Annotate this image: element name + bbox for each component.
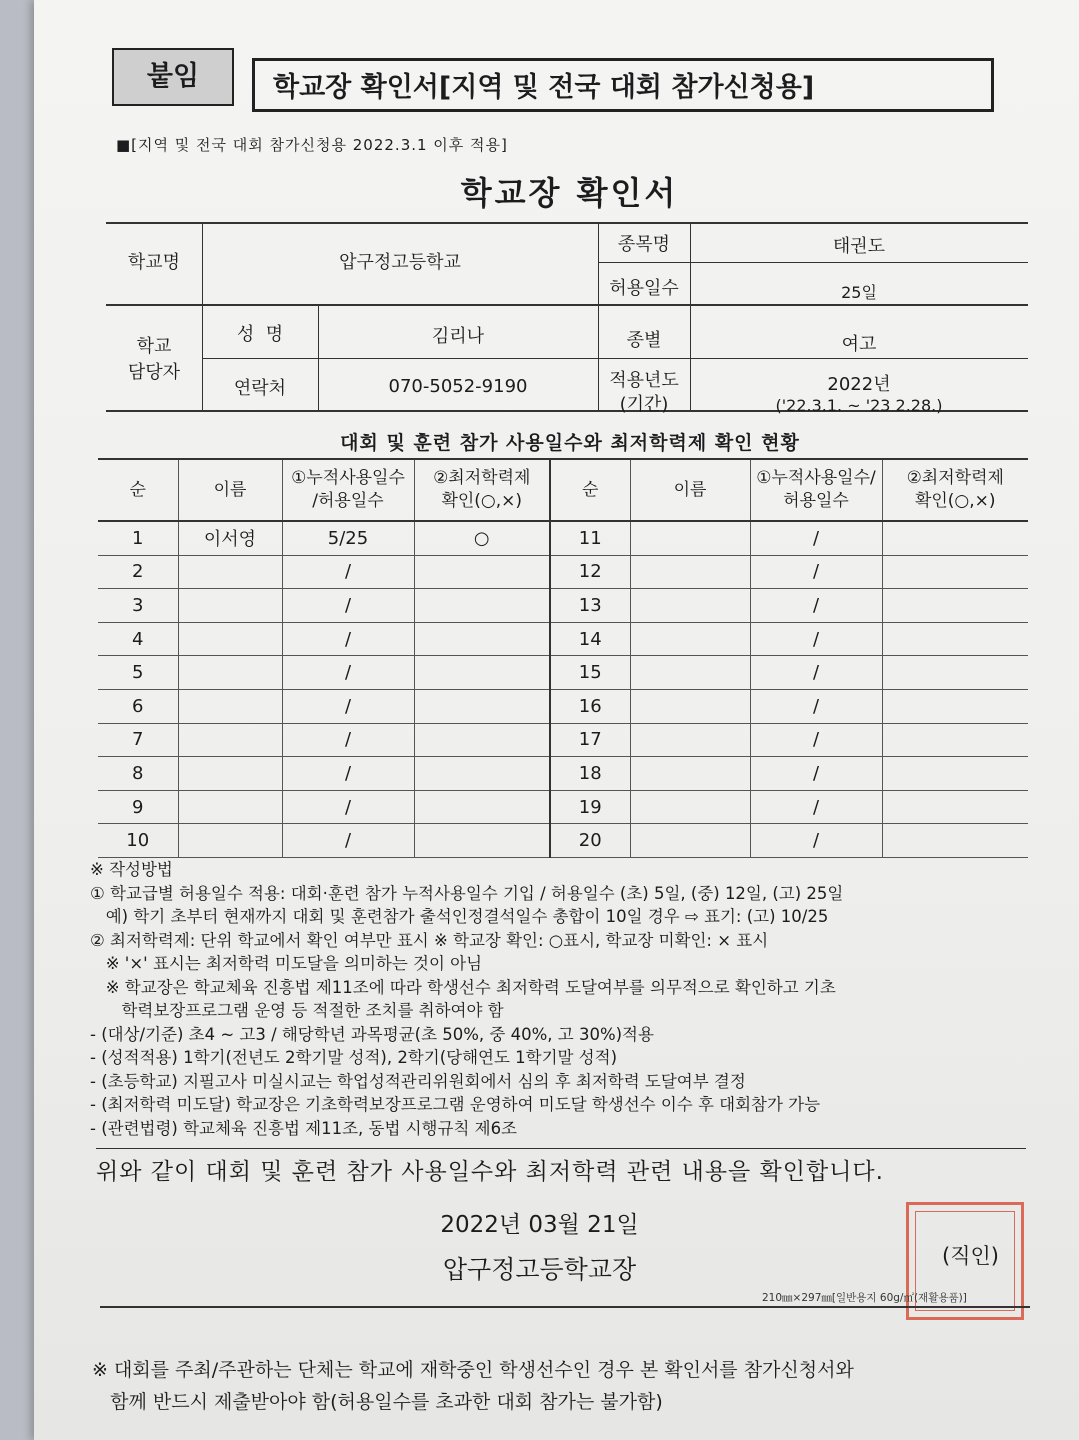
cell-l-check xyxy=(414,622,550,656)
instruction-line: - (초등학교) 지필고사 미실시교는 학업성적관리위원회에서 심의 후 최저학력 도달여부 결정 xyxy=(90,1071,746,1091)
cell-l-no: 5 xyxy=(98,656,178,690)
cell-l-days: / xyxy=(282,689,414,723)
cell-l-check xyxy=(414,689,550,723)
cell-l-days: 5/25 xyxy=(282,521,414,555)
instruction-line: - (최저학력 미도달) 학교장은 기초학력보장프로그램 운영하여 미도달 학생선수 이수 후 대회참가 가능 xyxy=(90,1095,821,1114)
cell-r-name xyxy=(630,622,750,656)
document-title: 학교장 확인서 xyxy=(460,174,679,212)
cell-l-days: / xyxy=(282,656,414,690)
cell-r-days: / xyxy=(750,790,882,824)
cell-r-days: / xyxy=(750,589,882,623)
info-table xyxy=(106,222,1028,415)
instruction-line: ※ 학교장은 학교체육 진흥법 제11조에 따라 학생선수 최저학력 도달여부를 의무적으로 확인하고 기초 xyxy=(90,977,836,997)
cell-l-no: 2 xyxy=(98,555,178,589)
cell-r-days: / xyxy=(750,555,882,589)
paper-spec: 210㎜×297㎜[일반용지 60g/㎡(재활용품)] xyxy=(762,1292,967,1304)
cell-l-no: 7 xyxy=(98,723,178,757)
attachment-tag: 붙임 xyxy=(112,48,234,106)
year-label-1: 적용년도 xyxy=(609,370,679,391)
year-value-2: ('22.3.1. ~ '23 2.28.) xyxy=(775,396,943,415)
cell-r-check xyxy=(882,589,1028,623)
cell-l-name xyxy=(178,790,282,824)
cell-l-no: 4 xyxy=(98,622,178,656)
cell-r-check xyxy=(882,824,1028,858)
cell-r-no: 18 xyxy=(550,757,630,791)
cell-r-check xyxy=(882,757,1028,791)
cell-l-name: 이서영 xyxy=(178,521,282,555)
cell-l-name xyxy=(178,622,282,656)
school-label: 학교명 xyxy=(127,252,181,273)
cell-l-name xyxy=(178,689,282,723)
cell-r-name xyxy=(630,757,750,791)
cell-r-name xyxy=(630,589,750,623)
cell-l-name xyxy=(178,824,282,858)
table-row xyxy=(98,723,1028,757)
name-value: 김리나 xyxy=(431,326,485,347)
cell-r-no: 14 xyxy=(550,622,630,656)
header-days: ①누적사용일수 /허용일수 xyxy=(282,459,414,521)
status-header-row xyxy=(98,459,1028,521)
cell-l-days: / xyxy=(282,555,414,589)
cell-l-check xyxy=(414,790,550,824)
year-label-2: (기간) xyxy=(619,394,669,415)
instruction-line: - (성적적용) 1학기(전년도 2학기말 성적), 2학기(당해연도 1학기말 성적) xyxy=(90,1048,618,1067)
cell-r-name xyxy=(630,723,750,757)
cell-r-days: / xyxy=(750,656,882,690)
instruction-line: ※ 작성방법 xyxy=(90,860,173,879)
cell-r-no: 11 xyxy=(550,521,630,555)
issue-date: 2022년 03월 21일 xyxy=(440,1212,639,1238)
instruction-line: ※ '×' 표시는 최저학력 미도달을 의미하는 것이 아님 xyxy=(90,954,483,973)
instructions xyxy=(90,858,1040,1140)
cell-l-days: / xyxy=(282,790,414,824)
cell-r-name xyxy=(630,521,750,555)
cell-r-check xyxy=(882,689,1028,723)
table-row xyxy=(98,757,1028,791)
header-days-right: ①누적사용일수/ 허용일수 xyxy=(750,459,882,521)
cell-l-no: 8 xyxy=(98,757,178,791)
table-row xyxy=(98,824,1028,858)
cell-l-check xyxy=(414,723,550,757)
cell-l-name xyxy=(178,555,282,589)
cell-l-no: 3 xyxy=(98,589,178,623)
instruction-line: 예) 학기 초부터 현재까지 대회 및 훈련참가 출석인정결석일수 총합이 10일 경우 ⇨ 표기: (고) 10/25 xyxy=(90,907,829,926)
cell-l-no: 6 xyxy=(98,689,178,723)
cell-l-name xyxy=(178,723,282,757)
cell-l-check xyxy=(414,824,550,858)
footnote-line: 함께 반드시 제출받아야 함(허용일수를 초과한 대회 참가는 불가함) xyxy=(92,1391,663,1413)
footnote-line: ※ 대회를 주최/주관하는 단체는 학교에 재학중인 학생선수인 경우 본 확인서를 참가신청서와 xyxy=(92,1359,854,1381)
cell-r-no: 17 xyxy=(550,723,630,757)
cell-l-no: 9 xyxy=(98,790,178,824)
year-value-1: 2022년 xyxy=(827,374,891,395)
header-title: 학교장 확인서[지역 및 전국 대회 참가신청용] xyxy=(252,58,994,112)
table-row xyxy=(98,689,1028,723)
header-no-right: 순 xyxy=(550,459,630,521)
cell-l-name xyxy=(178,589,282,623)
cell-r-name xyxy=(630,824,750,858)
cell-l-days: / xyxy=(282,589,414,623)
cell-l-check xyxy=(414,589,550,623)
table-row xyxy=(98,555,1028,589)
table-row xyxy=(98,622,1028,656)
cell-r-check xyxy=(882,555,1028,589)
footnote xyxy=(92,1354,1052,1418)
header-name-right: 이름 xyxy=(630,459,750,521)
table-row xyxy=(98,790,1028,824)
sport-value: 태권도 xyxy=(832,236,886,257)
manager-label-2: 담당자 xyxy=(127,362,181,383)
category-label: 종별 xyxy=(626,330,662,351)
cell-r-name xyxy=(630,790,750,824)
cell-r-check xyxy=(882,656,1028,690)
cell-r-check xyxy=(882,723,1028,757)
cell-r-no: 15 xyxy=(550,656,630,690)
instruction-line: ② 최저학력제: 단위 학교에서 확인 여부만 표시 ※ 학교장 확인: ○표시, 학교장 미확인: × 표시 xyxy=(90,930,769,950)
instruction-line: - (대상/기준) 초4 ~ 고3 / 해당학년 과목평균(초 50%, 중 40%, 고 30%)적용 xyxy=(90,1024,654,1044)
cell-r-days: / xyxy=(750,689,882,723)
cell-r-name xyxy=(630,555,750,589)
cell-l-days: / xyxy=(282,757,414,791)
manager-label-1: 학교 xyxy=(136,336,172,357)
cell-r-no: 19 xyxy=(550,790,630,824)
signer-name: 압구정고등학교장 xyxy=(442,1255,637,1284)
cell-r-no: 12 xyxy=(550,555,630,589)
cell-l-name xyxy=(178,656,282,690)
status-table xyxy=(98,458,1028,858)
header-no: 순 xyxy=(98,459,178,521)
cell-l-check xyxy=(414,555,550,589)
cell-r-name xyxy=(630,689,750,723)
table-row xyxy=(98,656,1028,690)
cell-r-days: / xyxy=(750,824,882,858)
cell-l-check xyxy=(414,656,550,690)
seal-label: (직인) xyxy=(942,1244,999,1268)
cell-r-name xyxy=(630,656,750,690)
school-value: 압구정고등학교 xyxy=(339,252,461,273)
cell-r-check xyxy=(882,521,1028,555)
divider xyxy=(100,1306,1030,1308)
name-label: 성 명 xyxy=(236,324,284,345)
cell-r-check xyxy=(882,622,1028,656)
cell-r-days: / xyxy=(750,521,882,555)
contact-value: 070-5052-9190 xyxy=(388,376,528,397)
cell-l-no: 1 xyxy=(98,521,178,555)
allowed-days-value: 25일 xyxy=(841,283,877,302)
cell-r-days: / xyxy=(750,723,882,757)
cell-l-days: / xyxy=(282,723,414,757)
header-name: 이름 xyxy=(178,459,282,521)
cell-l-days: / xyxy=(282,622,414,656)
cell-l-name xyxy=(178,757,282,791)
header-check: ②최저학력제 확인(○,×) xyxy=(414,459,550,521)
cell-r-days: / xyxy=(750,622,882,656)
table-row xyxy=(98,589,1028,623)
cell-r-days: / xyxy=(750,757,882,791)
cell-l-no: 10 xyxy=(98,824,178,858)
confirmation-statement: 위와 같이 대회 및 훈련 참가 사용일수와 최저학력 관련 내용을 확인합니다. xyxy=(96,1148,1026,1186)
sport-label: 종목명 xyxy=(617,234,671,255)
status-section-title: 대회 및 훈련 참가 사용일수와 최저학력제 확인 현황 xyxy=(340,432,800,454)
contact-label: 연락처 xyxy=(233,378,287,399)
allowed-days-label: 허용일수 xyxy=(609,278,679,299)
table-row xyxy=(98,521,1028,555)
instruction-line: 학력보장프로그램 운영 등 적절한 조치를 취하여야 함 xyxy=(90,1001,504,1020)
category-value: 여고 xyxy=(841,334,877,355)
cell-l-check xyxy=(414,757,550,791)
instruction-line: ① 학교급별 허용일수 적용: 대회·훈련 참가 누적사용일수 기입 / 허용일수 (초) 5일, (중) 12일, (고) 25일 xyxy=(90,883,844,903)
applicability-notice: ■[지역 및 전국 대회 참가신청용 2022.3.1 이후 적용] xyxy=(116,136,508,154)
cell-l-check: ○ xyxy=(414,521,550,555)
cell-r-no: 16 xyxy=(550,689,630,723)
cell-r-check xyxy=(882,790,1028,824)
instruction-line: - (관련법령) 학교체육 진흥법 제11조, 동법 시행규칙 제6조 xyxy=(90,1118,517,1138)
cell-r-no: 20 xyxy=(550,824,630,858)
cell-r-no: 13 xyxy=(550,589,630,623)
cell-l-days: / xyxy=(282,824,414,858)
header-check-right: ②최저학력제 확인(○,×) xyxy=(882,459,1028,521)
